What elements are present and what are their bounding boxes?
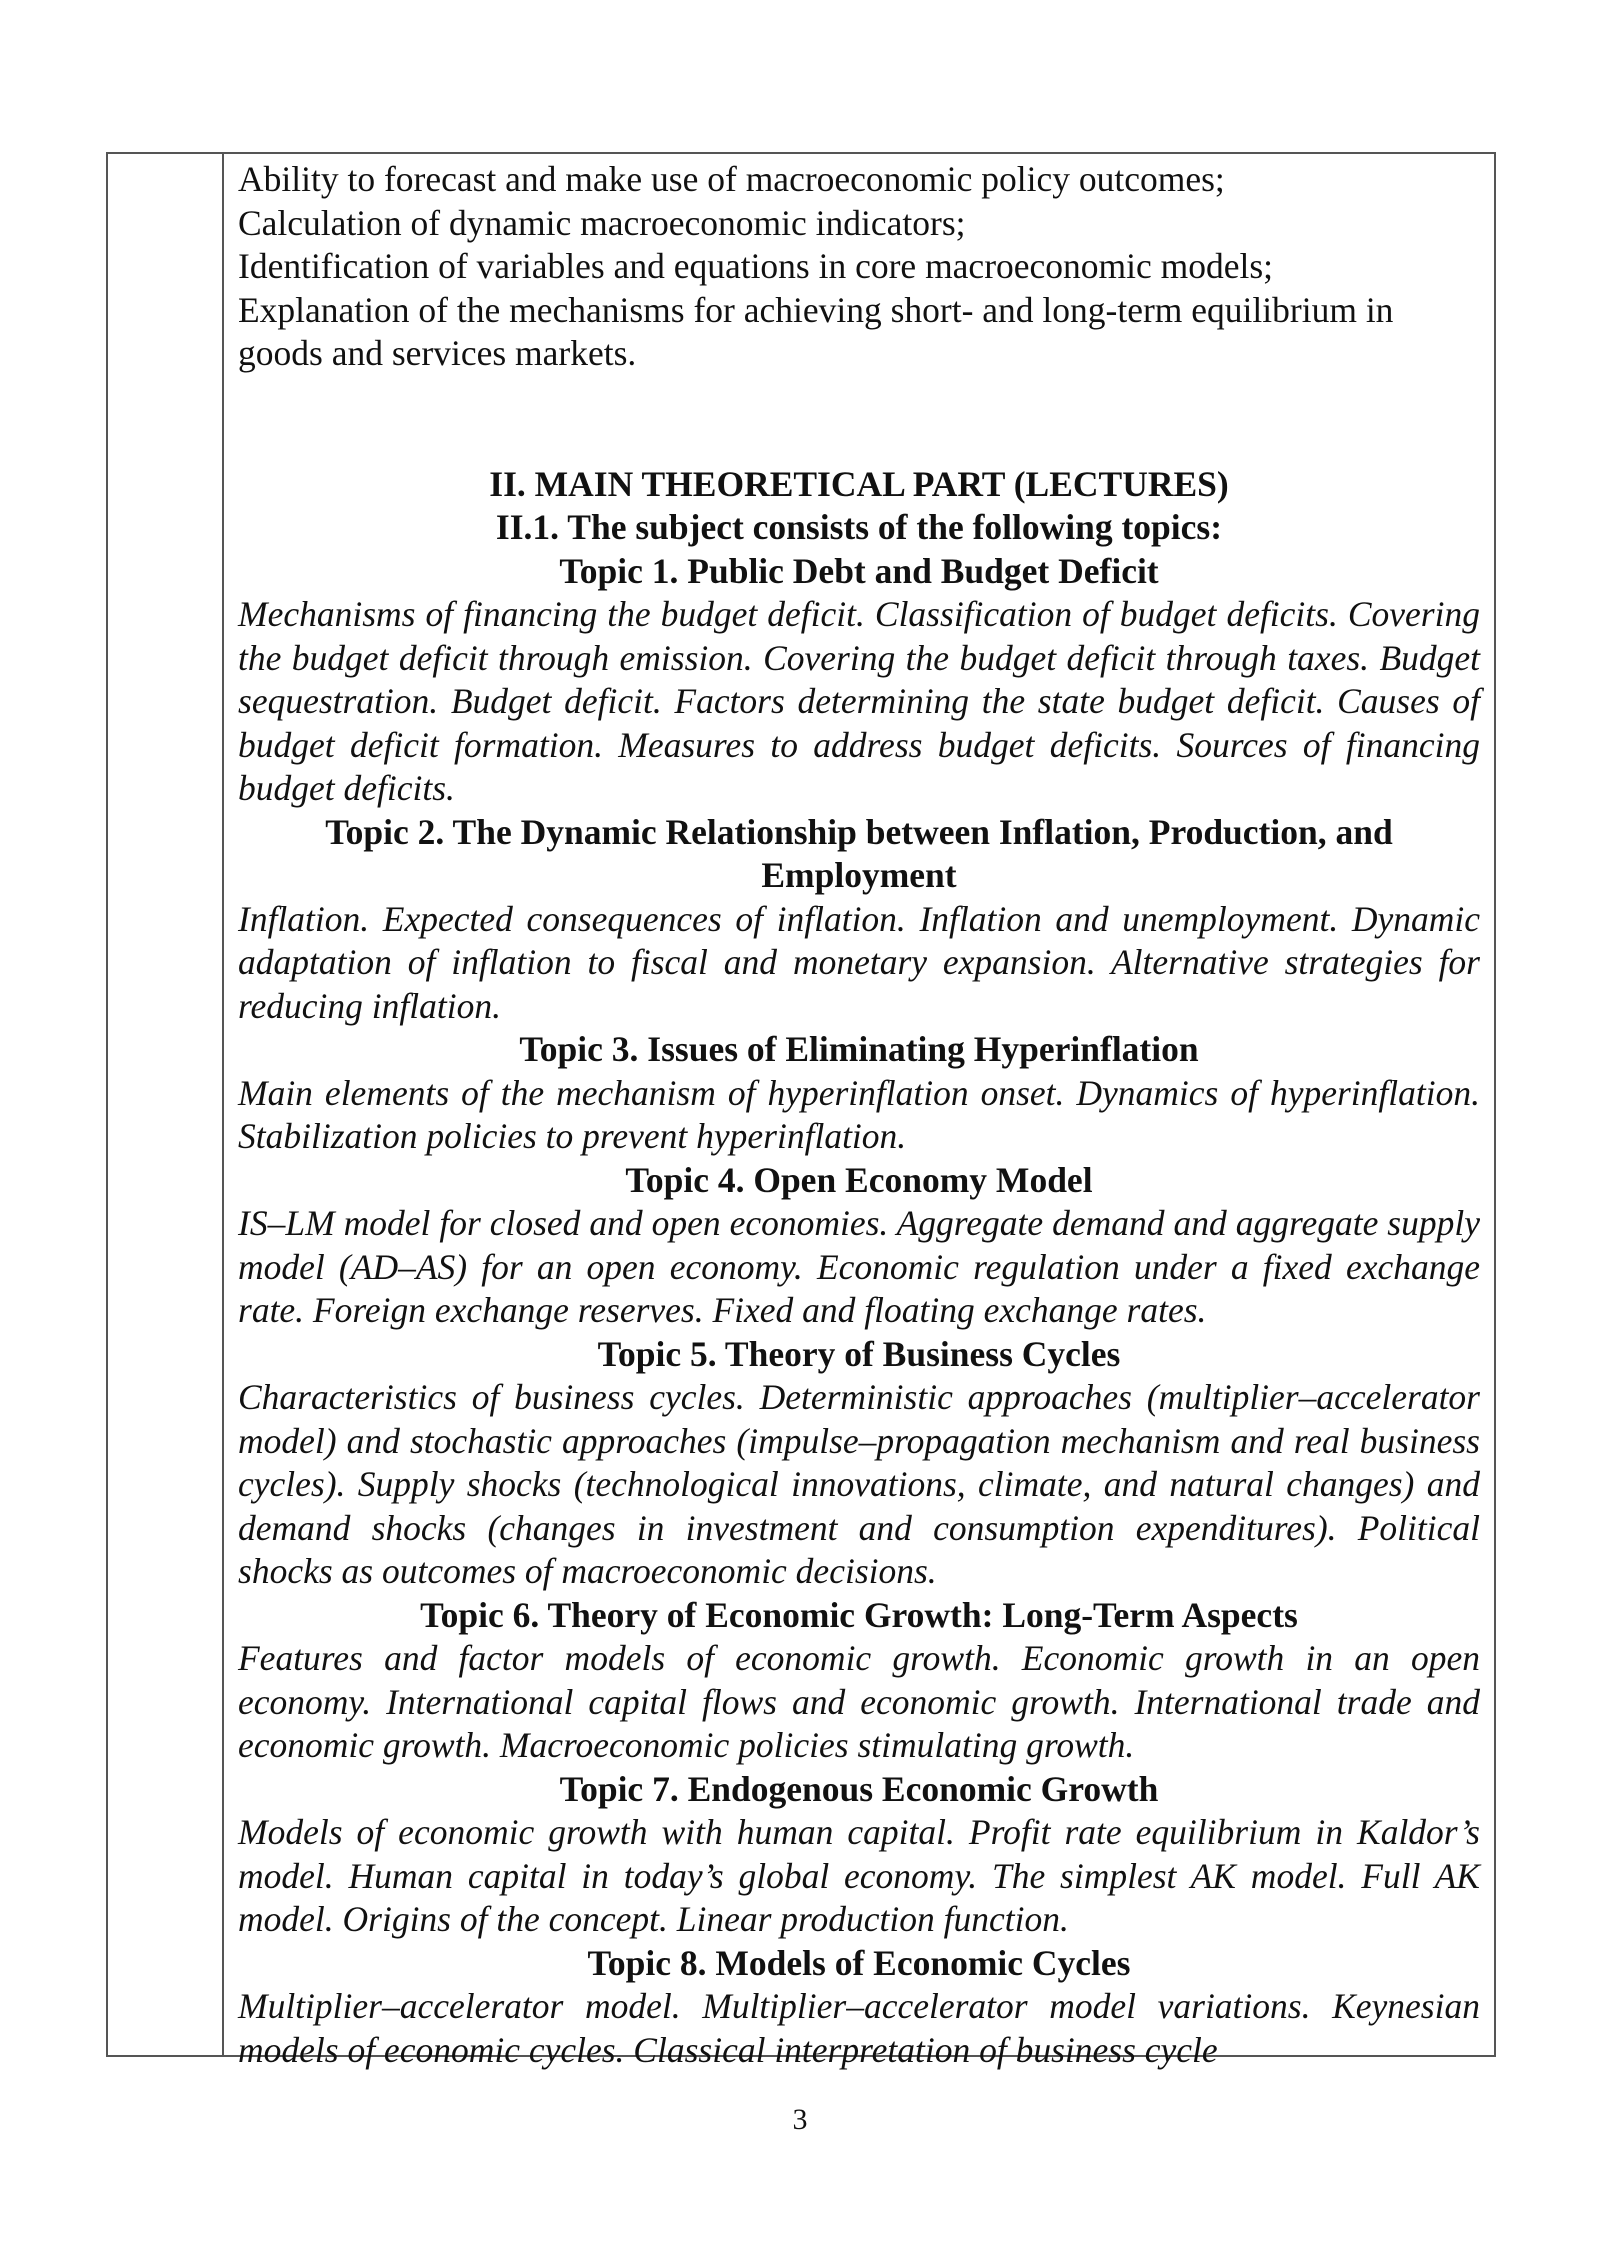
topic-title: Topic 6. Theory of Economic Growth: Long-Term Aspects: [420, 1594, 1298, 1635]
topic-title: Topic 8. Models of Economic Cycles: [587, 1942, 1131, 1983]
topic-title: Topic 4. Open Economy Model: [625, 1159, 1093, 1200]
topic-description: Characteristics of business cycles. Deterministic approaches (multiplier–accelerator model) and stochastic approaches (impulse–propagation mechanism and real business cycles). Supply shocks (technological innovations, climate, and natural changes) and demand shocks (changes in investment and consumption expenditures). Political shocks as outcomes of macroeconomic decisions.: [238, 1377, 1480, 1591]
topic-title: Topic 1. Public Debt and Budget Deficit: [559, 550, 1159, 591]
topic-title: Topic 5. Theory of Business Cycles: [597, 1333, 1121, 1374]
outcome-item: Ability to forecast and make use of macroeconomic policy outcomes;: [238, 159, 1225, 199]
subsection-title: II.1. The subject consists of the following topics:: [495, 507, 1223, 547]
table-left-column: [108, 154, 224, 2055]
topic-description: Main elements of the mechanism of hyperinflation onset. Dynamics of hyperinflation. Stabilization policies to prevent hyperinflation.: [238, 1072, 1480, 1156]
topic-description: Mechanisms of financing the budget deficit. Classification of budget deficits. Covering the budget deficit through emission. Covering the budget deficit through taxes. Budget sequestration. Budget deficit. Factors determining the state budget deficit. Causes of budget deficit formation. Measures to address budget deficits. Sources of financing budget deficits.: [238, 594, 1480, 808]
topic-title: Topic 2. The Dynamic Relationship between Inflation, Production, and Employment: [325, 811, 1393, 895]
topic-title: Topic 7. Endogenous Economic Growth: [559, 1768, 1159, 1809]
section-spacer: [238, 376, 1480, 463]
syllabus-table: [106, 152, 1496, 2070]
learning-outcomes: [238, 158, 1480, 376]
outcome-item: Explanation of the mechanisms for achieving short- and long-term equilibrium in goods and services markets.: [238, 289, 1394, 373]
topic-description: Models of economic growth with human capital. Profit rate equilibrium in Kaldor’s model. Human capital in today’s global economy. The simplest AK model. Full AK model. Origins of the concept. Linear production function.: [238, 1812, 1480, 1939]
page-number: 3: [792, 2103, 808, 2136]
table-content-cell: [238, 158, 1480, 2072]
section-title: II. MAIN THEORETICAL PART (LECTURES): [489, 463, 1229, 504]
topic-description: Multiplier–accelerator model. Multiplier–accelerator model variations. Keynesian models of economic cycles. Classical interpretation of business cycle: [238, 1986, 1480, 2070]
outcome-item: Identification of variables and equations in core macroeconomic models;: [238, 246, 1274, 286]
topic-description: IS–LM model for closed and open economies. Aggregate demand and aggregate supply model (AD–AS) for an open economy. Economic regulation under a fixed exchange rate. Foreign exchange reserves. Fixed and floating exchange rates.: [238, 1203, 1480, 1330]
topic-description: Features and factor models of economic growth. Economic growth in an open economy. International capital flows and economic growth. International trade and economic growth. Macroeconomic policies stimulating growth.: [238, 1638, 1480, 1765]
topic-title: Topic 3. Issues of Eliminating Hyperinflation: [519, 1029, 1199, 1069]
outcome-item: Calculation of dynamic macroeconomic indicators;: [238, 202, 966, 243]
topic-description: Inflation. Expected consequences of inflation. Inflation and unemployment. Dynamic adaptation of inflation to fiscal and monetary expansion. Alternative strategies for reducing inflation.: [238, 898, 1480, 1026]
